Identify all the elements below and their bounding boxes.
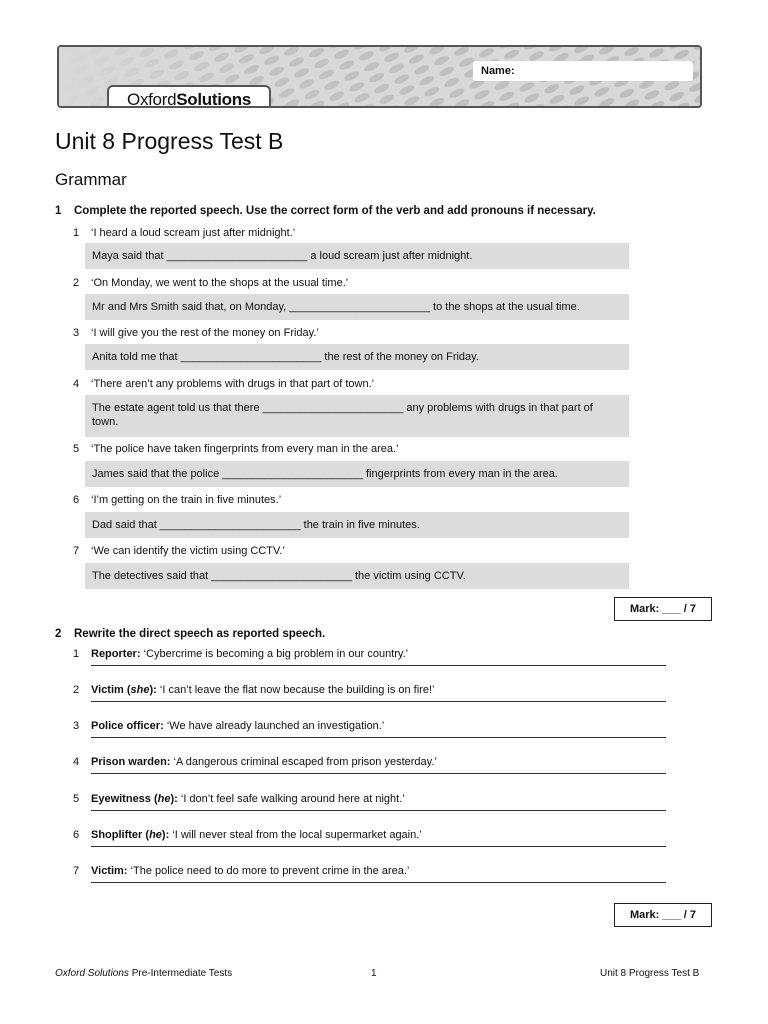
oxford-solutions-logo: OxfordSolutions [107, 85, 271, 108]
ex1-item-6-answer[interactable]: Dad said that _______________________ the train in five minutes. [85, 512, 629, 538]
ex1-item-7-quote: 7 ‘We can identify the victim using CCTV.’ [73, 545, 285, 557]
ex1-item-7-answer[interactable]: The detectives said that _______________________ the victim using CCTV. [85, 563, 629, 589]
ex1-item-4-answer[interactable]: The estate agent told us that there _______________________ any problems with drugs in that part of town. [85, 395, 629, 437]
section-heading: Grammar [55, 170, 127, 189]
ex2-item-5-answer-line[interactable] [91, 810, 666, 811]
ex2-item-5-prompt: 5 Eyewitness (he): ‘I don’t feel safe walking around here at night.’ [73, 793, 405, 805]
ex2-item-6-answer-line[interactable] [91, 846, 666, 847]
page-title: Unit 8 Progress Test B [55, 128, 284, 154]
ex1-item-2-quote: 2 ‘On Monday, we went to the shops at the usual time.’ [73, 277, 349, 289]
ex1-item-5-quote: 5 ‘The police have taken fingerprints from every man in the area.’ [73, 443, 399, 455]
ex2-item-7-prompt: 7 Victim: ‘The police need to do more to prevent crime in the area.’ [73, 865, 410, 877]
header-banner [57, 45, 702, 108]
ex2-item-4-prompt: 4 Prison warden: ‘A dangerous criminal escaped from prison yesterday.’ [73, 756, 437, 768]
exercise-1-instruction: 1 Complete the reported speech. Use the correct form of the verb and add pronouns if necessary. [55, 205, 596, 217]
ex2-item-7-answer-line[interactable] [91, 882, 666, 883]
name-field[interactable] [473, 61, 693, 81]
ex1-item-5-answer[interactable]: James said that the police _______________________ fingerprints from every man in the area. [85, 461, 629, 487]
ex1-item-1-answer[interactable]: Maya said that _______________________ a loud scream just after midnight. [85, 243, 629, 269]
ex1-item-6-quote: 6 ‘I’m getting on the train in five minutes.’ [73, 494, 282, 506]
ex1-item-2-answer[interactable]: Mr and Mrs Smith said that, on Monday, _______________________ to the shops at the usual time. [85, 294, 629, 320]
ex2-item-1-prompt: 1 Reporter: ‘Cybercrime is becoming a big problem in our country.’ [73, 648, 409, 660]
name-label: Name: [481, 65, 515, 77]
ex1-item-3-answer[interactable]: Anita told me that _______________________ the rest of the money on Friday. [85, 344, 629, 370]
exercise-2-instruction: 2 Rewrite the direct speech as reported speech. [55, 628, 326, 640]
ex1-item-4-quote: 4 ‘There aren’t any problems with drugs in that part of town.’ [73, 378, 375, 390]
footer-left: Oxford Solutions Pre-Intermediate Tests [55, 968, 233, 979]
ex1-item-3-quote: 3 ‘I will give you the rest of the money on Friday.’ [73, 327, 319, 339]
exercise-1-mark: Mark: ___ / 7 [614, 597, 712, 621]
ex2-item-1-answer-line[interactable] [91, 665, 666, 666]
ex2-item-2-prompt: 2 Victim (she): ‘I can’t leave the flat now because the building is on fire!’ [73, 684, 435, 696]
footer-right: Unit 8 Progress Test B [600, 968, 700, 979]
ex2-item-3-answer-line[interactable] [91, 737, 666, 738]
exercise-2-mark: Mark: ___ / 7 [614, 903, 712, 927]
ex1-item-1-quote: 1 ‘I heard a loud scream just after midnight.’ [73, 227, 296, 239]
ex2-item-4-answer-line[interactable] [91, 773, 666, 774]
ex2-item-2-answer-line[interactable] [91, 701, 666, 702]
ex2-item-6-prompt: 6 Shoplifter (he): ‘I will never steal from the local supermarket again.’ [73, 829, 422, 841]
ex2-item-3-prompt: 3 Police officer: ‘We have already launched an investigation.’ [73, 720, 385, 732]
page-number: 1 [371, 968, 377, 979]
